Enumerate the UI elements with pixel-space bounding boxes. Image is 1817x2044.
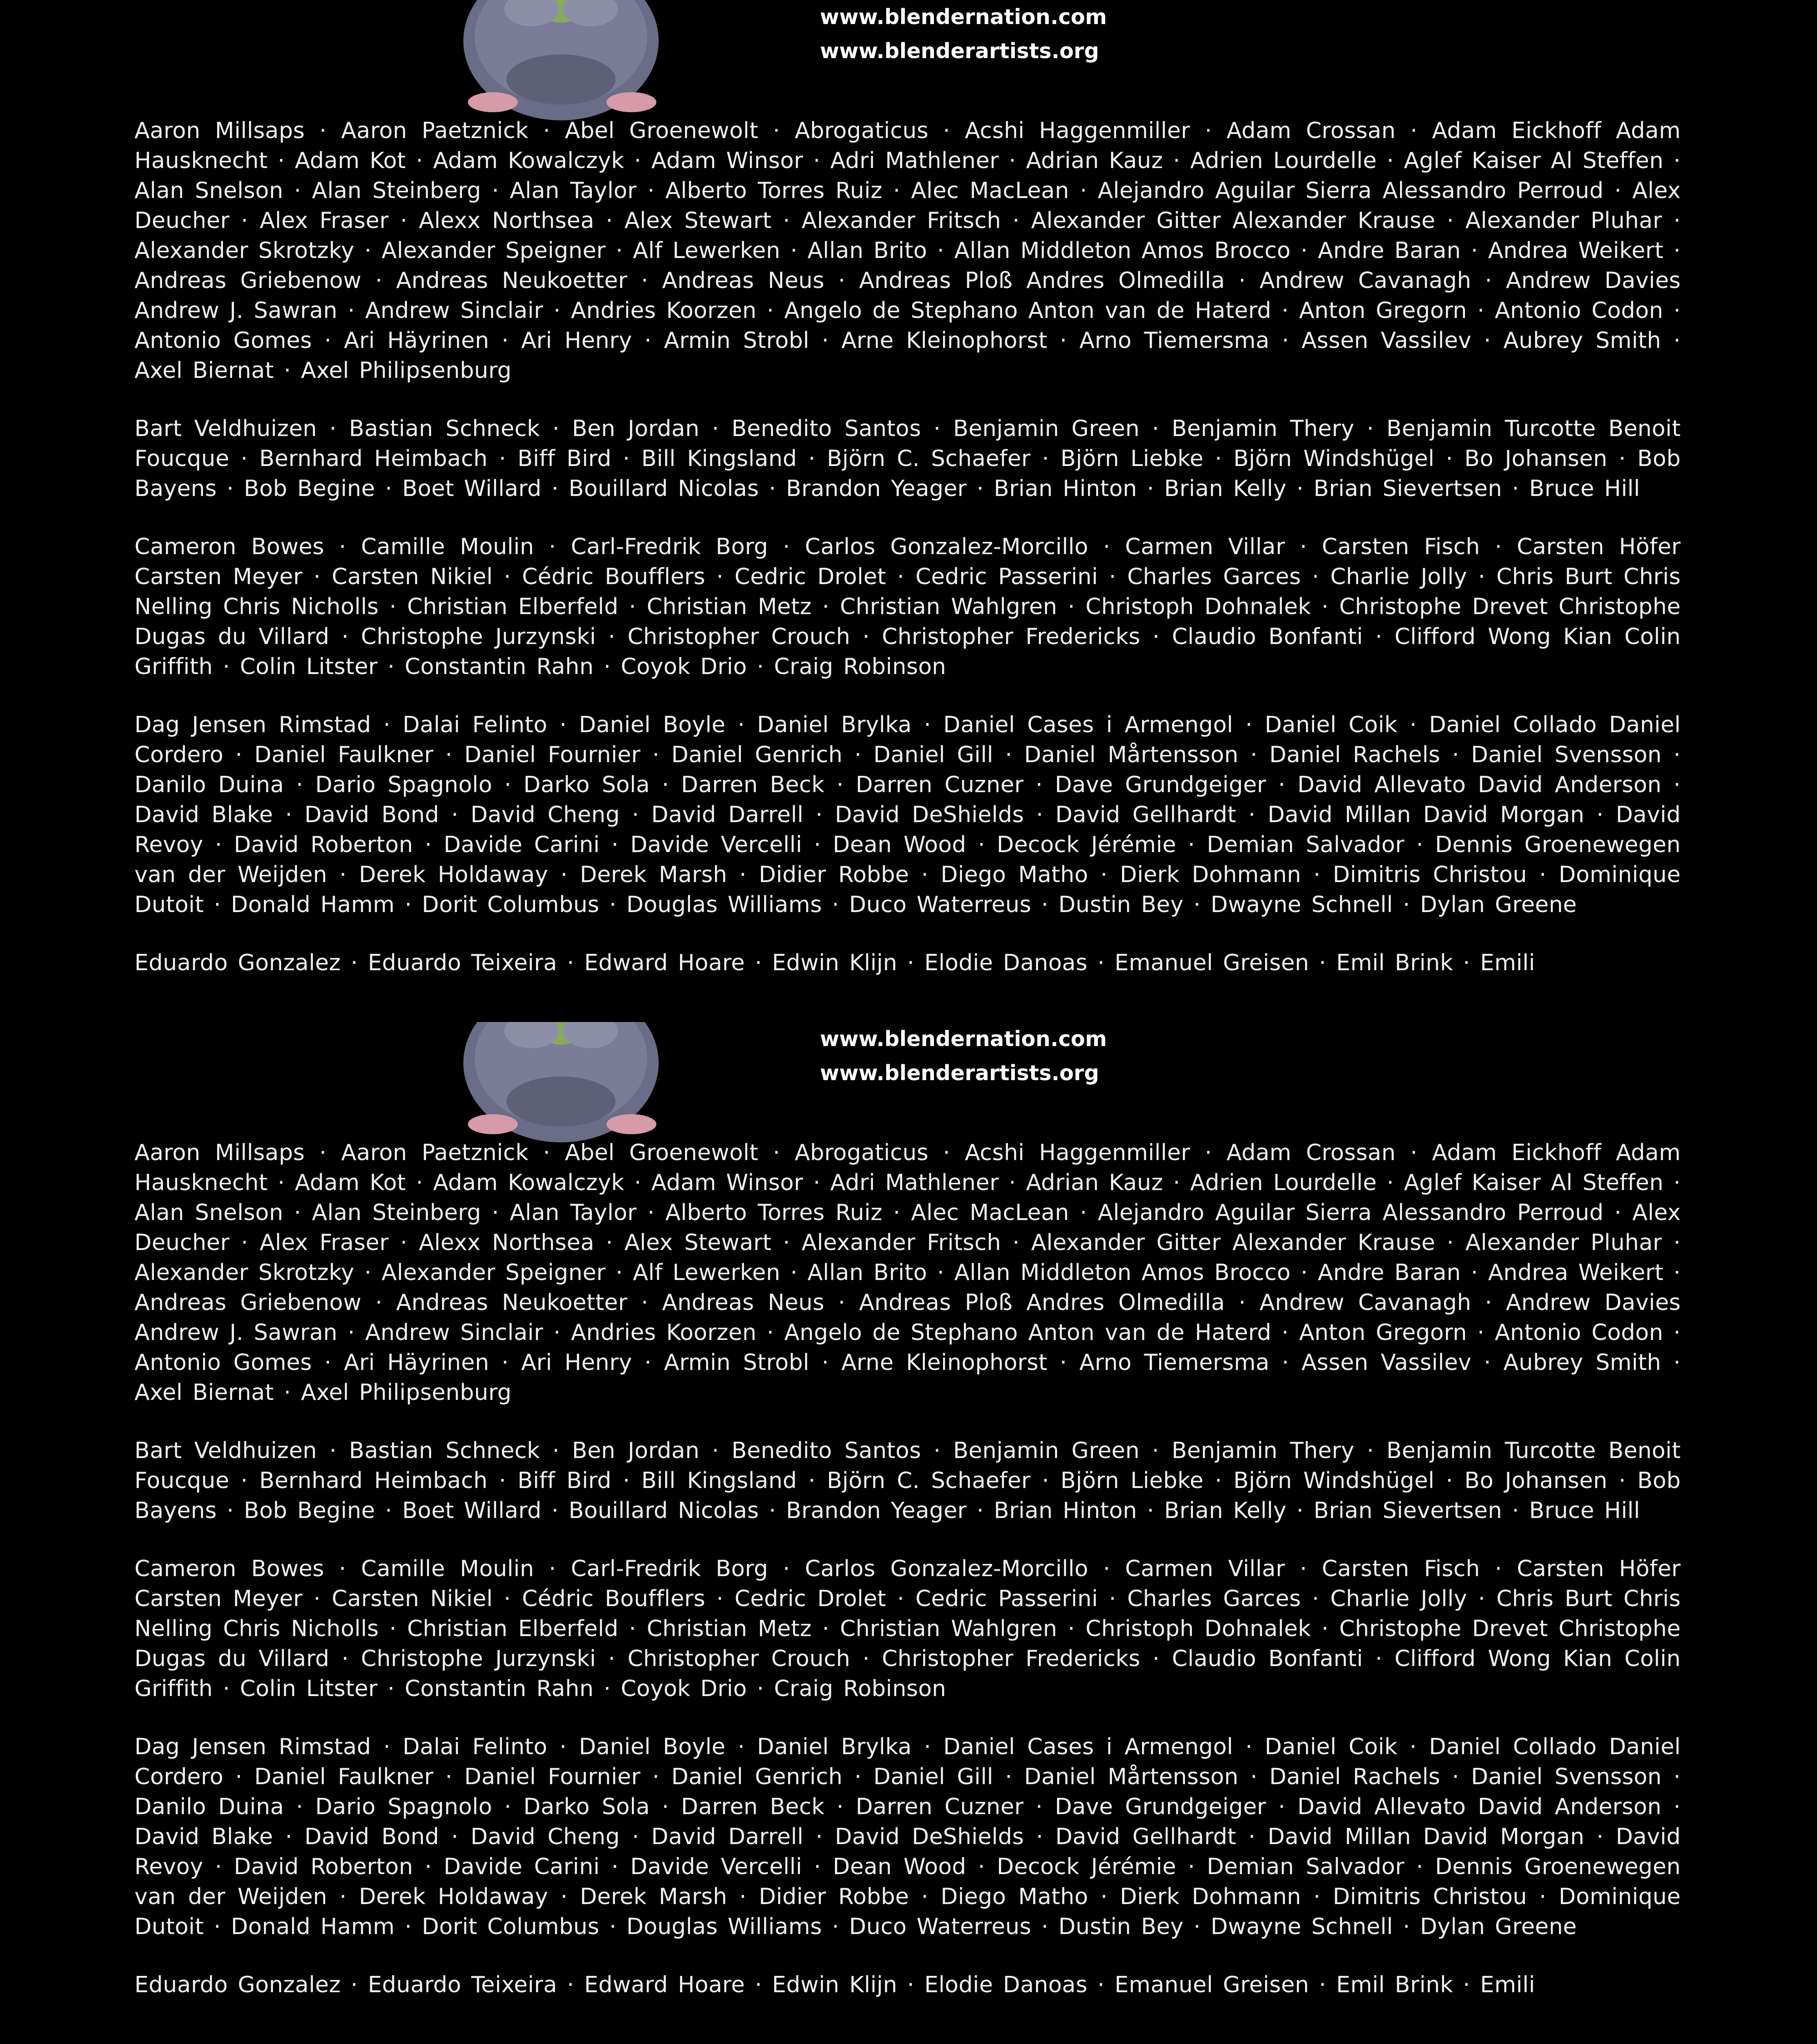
site-links: [820, 0, 1229, 68]
site-link-blendernation[interactable]: www.blendernation.com: [820, 1027, 1107, 1051]
credits-group-d: Dag Jensen Rimstad · Dalai Felinto · Daniel Boyle · Daniel Brylka · Daniel Cases i Armengol · Daniel Coik · Daniel Collado Daniel Cordero · Daniel Faulkner · Daniel Fournier · Daniel Genrich · Daniel Gill · Daniel Mårtensson · Daniel Rachels · Daniel Svensson · Danilo Duina · Dario Spagnolo · Darko Sola · Darren Beck · Darren Cuzner · Dave Grundgeiger · David Allevato David Anderson · David Blake · David Bond · David Cheng · David Darrell · David DeShields · David Gellhardt · David Millan David Morgan · David Revoy · David Roberton · Davide Carini · Davide Vercelli · Dean Wood · Decock Jérémie · Demian Salvador · Dennis Groenewegen van der Weijden · Derek Holdaway · Derek Marsh · Didier Robbe · Diego Matho · Dierk Dohmann · Dimitris Christou · Dominique Dutoit · Donald Hamm · Dorit Columbus · Douglas Williams · Duco Waterreus · Dustin Bey · Dwayne Schnell · Dylan Greene: [134, 712, 1681, 918]
site-link-blendernation[interactable]: www.blendernation.com: [820, 5, 1107, 29]
credits-group-e: Eduardo Gonzalez · Eduardo Teixeira · Edward Hoare · Edwin Klijn · Elodie Danoas · Emanuel Greisen · Emil Brink · Emili: [134, 950, 1535, 976]
credits-list: [134, 116, 1681, 1006]
rodent-mascot-holding-apple-icon: [457, 1022, 665, 1145]
credits-frame-bottom: [0, 1022, 1817, 2044]
site-links: [820, 1022, 1229, 1090]
site-link-blenderartists[interactable]: www.blenderartists.org: [820, 1061, 1099, 1085]
credits-group-b: Bart Veldhuizen · Bastian Schneck · Ben Jordan · Benedito Santos · Benjamin Green · Benjamin Thery · Benjamin Turcotte Benoit Foucque · Bernhard Heimbach · Biff Bird · Bill Kingsland · Björn C. Schaefer · Björn Liebke · Björn Windshügel · Bo Johansen · Bob Bayens · Bob Begine · Boet Willard · Bouillard Nicolas · Brandon Yeager · Brian Hinton · Brian Kelly · Brian Sievertsen · Bruce Hill: [134, 416, 1681, 501]
credits-group-c: Cameron Bowes · Camille Moulin · Carl-Fredrik Borg · Carlos Gonzalez-Morcillo · Carmen Villar · Carsten Fisch · Carsten Höfer Carsten Meyer · Carsten Nikiel · Cédric Boufflers · Cedric Drolet · Cedric Passerini · Charles Garces · Charlie Jolly · Chris Burt Chris Nelling Chris Nicholls · Christian Elberfeld · Christian Metz · Christian Wahlgren · Christoph Dohnalek · Christophe Drevet Christophe Dugas du Villard · Christophe Jurzynski · Christopher Crouch · Christopher Fredericks · Claudio Bonfanti · Clifford Wong Kian Colin Griffith · Colin Litster · Constantin Rahn · Coyok Drio · Craig Robinson: [134, 534, 1681, 680]
credits-list: [134, 1138, 1681, 2028]
credits-group-a: Aaron Millsaps · Aaron Paetznick · Abel Groenewolt · Abrogaticus · Acshi Haggenmiller · Adam Crossan · Adam Eickhoff Adam Hausknecht · Adam Kot · Adam Kowalczyk · Adam Winsor · Adri Mathlener · Adrian Kauz · Adrien Lourdelle · Aglef Kaiser Al Steffen · Alan Snelson · Alan Steinberg · Alan Taylor · Alberto Torres Ruiz · Alec MacLean · Alejandro Aguilar Sierra Alessandro Perroud · Alex Deucher · Alex Fraser · Alexx Northsea · Alex Stewart · Alexander Fritsch · Alexander Gitter Alexander Krause · Alexander Pluhar · Alexander Skrotzky · Alexander Speigner · Alf Lewerken · Allan Brito · Allan Middleton Amos Brocco · Andre Baran · Andrea Weikert · Andreas Griebenow · Andreas Neukoetter · Andreas Neus · Andreas Ploß Andres Olmedilla · Andrew Cavanagh · Andrew Davies Andrew J. Sawran · Andrew Sinclair · Andries Koorzen · Angelo de Stephano Anton van de Haterd · Anton Gregorn · Antonio Codon · Antonio Gomes · Ari Häyrinen · Ari Henry · Armin Strobl · Arne Kleinophorst · Arno Tiemersma · Assen Vassilev · Aubrey Smith · Axel Biernat · Axel Philipsenburg: [134, 1140, 1681, 1405]
rodent-mascot-holding-apple-icon: [457, 0, 665, 123]
site-link-blenderartists[interactable]: www.blenderartists.org: [820, 39, 1099, 63]
credits-group-a: Aaron Millsaps · Aaron Paetznick · Abel Groenewolt · Abrogaticus · Acshi Haggenmiller · Adam Crossan · Adam Eickhoff Adam Hausknecht · Adam Kot · Adam Kowalczyk · Adam Winsor · Adri Mathlener · Adrian Kauz · Adrien Lourdelle · Aglef Kaiser Al Steffen · Alan Snelson · Alan Steinberg · Alan Taylor · Alberto Torres Ruiz · Alec MacLean · Alejandro Aguilar Sierra Alessandro Perroud · Alex Deucher · Alex Fraser · Alexx Northsea · Alex Stewart · Alexander Fritsch · Alexander Gitter Alexander Krause · Alexander Pluhar · Alexander Skrotzky · Alexander Speigner · Alf Lewerken · Allan Brito · Allan Middleton Amos Brocco · Andre Baran · Andrea Weikert · Andreas Griebenow · Andreas Neukoetter · Andreas Neus · Andreas Ploß Andres Olmedilla · Andrew Cavanagh · Andrew Davies Andrew J. Sawran · Andrew Sinclair · Andries Koorzen · Angelo de Stephano Anton van de Haterd · Anton Gregorn · Antonio Codon · Antonio Gomes · Ari Häyrinen · Ari Henry · Armin Strobl · Arne Kleinophorst · Arno Tiemersma · Assen Vassilev · Aubrey Smith · Axel Biernat · Axel Philipsenburg: [134, 118, 1681, 383]
credits-group-c: Cameron Bowes · Camille Moulin · Carl-Fredrik Borg · Carlos Gonzalez-Morcillo · Carmen Villar · Carsten Fisch · Carsten Höfer Carsten Meyer · Carsten Nikiel · Cédric Boufflers · Cedric Drolet · Cedric Passerini · Charles Garces · Charlie Jolly · Chris Burt Chris Nelling Chris Nicholls · Christian Elberfeld · Christian Metz · Christian Wahlgren · Christoph Dohnalek · Christophe Drevet Christophe Dugas du Villard · Christophe Jurzynski · Christopher Crouch · Christopher Fredericks · Claudio Bonfanti · Clifford Wong Kian Colin Griffith · Colin Litster · Constantin Rahn · Coyok Drio · Craig Robinson: [134, 1556, 1681, 1702]
credits-group-b: Bart Veldhuizen · Bastian Schneck · Ben Jordan · Benedito Santos · Benjamin Green · Benjamin Thery · Benjamin Turcotte Benoit Foucque · Bernhard Heimbach · Biff Bird · Bill Kingsland · Björn C. Schaefer · Björn Liebke · Björn Windshügel · Bo Johansen · Bob Bayens · Bob Begine · Boet Willard · Bouillard Nicolas · Brandon Yeager · Brian Hinton · Brian Kelly · Brian Sievertsen · Bruce Hill: [134, 1438, 1681, 1523]
credits-group-e: Eduardo Gonzalez · Eduardo Teixeira · Edward Hoare · Edwin Klijn · Elodie Danoas · Emanuel Greisen · Emil Brink · Emili: [134, 1972, 1535, 1998]
credits-group-d: Dag Jensen Rimstad · Dalai Felinto · Daniel Boyle · Daniel Brylka · Daniel Cases i Armengol · Daniel Coik · Daniel Collado Daniel Cordero · Daniel Faulkner · Daniel Fournier · Daniel Genrich · Daniel Gill · Daniel Mårtensson · Daniel Rachels · Daniel Svensson · Danilo Duina · Dario Spagnolo · Darko Sola · Darren Beck · Darren Cuzner · Dave Grundgeiger · David Allevato David Anderson · David Blake · David Bond · David Cheng · David Darrell · David DeShields · David Gellhardt · David Millan David Morgan · David Revoy · David Roberton · Davide Carini · Davide Vercelli · Dean Wood · Decock Jérémie · Demian Salvador · Dennis Groenewegen van der Weijden · Derek Holdaway · Derek Marsh · Didier Robbe · Diego Matho · Dierk Dohmann · Dimitris Christou · Dominique Dutoit · Donald Hamm · Dorit Columbus · Douglas Williams · Duco Waterreus · Dustin Bey · Dwayne Schnell · Dylan Greene: [134, 1734, 1681, 1940]
